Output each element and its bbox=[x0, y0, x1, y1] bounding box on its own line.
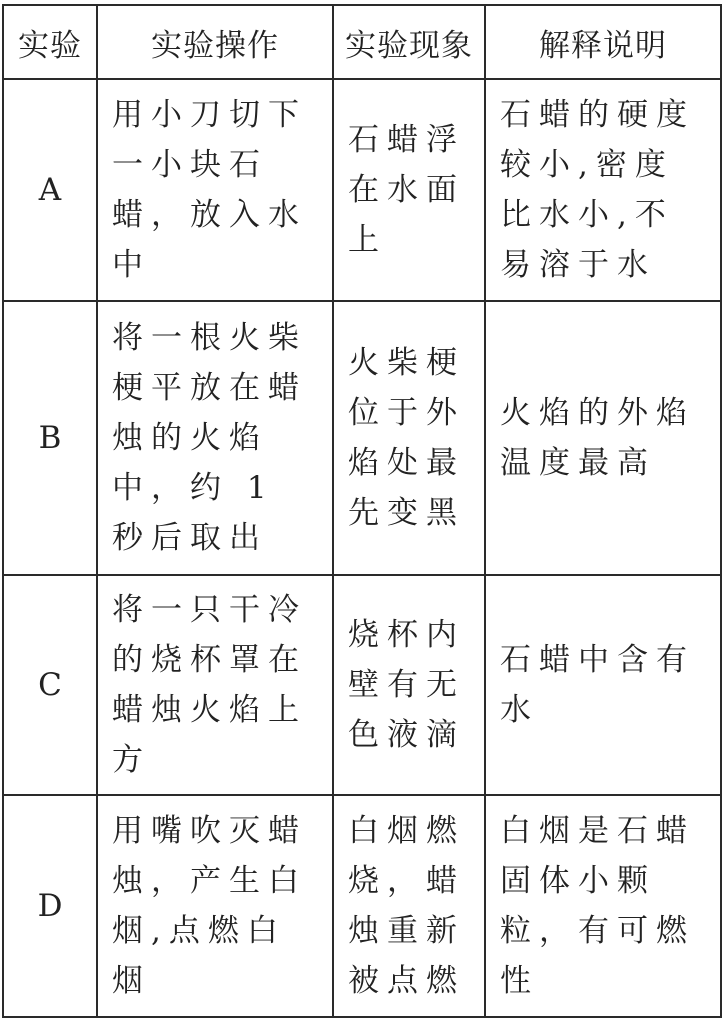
header-phenomenon: 实验现象 bbox=[333, 5, 485, 79]
row-label: A bbox=[3, 79, 97, 301]
phenomenon-cell: 烧杯内壁有无色液滴 bbox=[333, 575, 485, 795]
row-label: D bbox=[3, 795, 97, 1017]
explanation-cell: 石蜡中含有水 bbox=[485, 575, 721, 795]
explanation-cell: 石蜡的硬度较小,密度比水小,不易溶于水 bbox=[485, 79, 721, 301]
phenomenon-cell: 白烟燃烧，蜡烛重新被点燃 bbox=[333, 795, 485, 1017]
row-label: C bbox=[3, 575, 97, 795]
row-label: B bbox=[3, 301, 97, 575]
table-row-b bbox=[3, 301, 721, 575]
explanation-cell: 火焰的外焰温度最高 bbox=[485, 301, 721, 575]
header-operation: 实验操作 bbox=[97, 5, 333, 79]
operation-cell: 用嘴吹灭蜡烛，产生白烟,点燃白烟 bbox=[97, 795, 333, 1017]
phenomenon-cell: 火柴梗位于外焰处最先变黑 bbox=[333, 301, 485, 575]
phenomenon-cell: 石蜡浮在水面上 bbox=[333, 79, 485, 301]
header-row bbox=[3, 5, 721, 79]
operation-cell: 用小刀切下一小块石蜡，放入水中 bbox=[97, 79, 333, 301]
operation-cell: 将一根火柴梗平放在蜡烛的火焰中，约 1 秒后取出 bbox=[97, 301, 333, 575]
table-row-c bbox=[3, 575, 721, 795]
header-explanation: 解释说明 bbox=[485, 5, 721, 79]
header-experiment: 实验 bbox=[3, 5, 97, 79]
operation-cell: 将一只干冷的烧杯罩在蜡烛火焰上方 bbox=[97, 575, 333, 795]
experiment-table bbox=[2, 4, 722, 1018]
table-row-d bbox=[3, 795, 721, 1017]
explanation-cell: 白烟是石蜡固体小颗粒，有可燃性 bbox=[485, 795, 721, 1017]
table-row-a bbox=[3, 79, 721, 301]
